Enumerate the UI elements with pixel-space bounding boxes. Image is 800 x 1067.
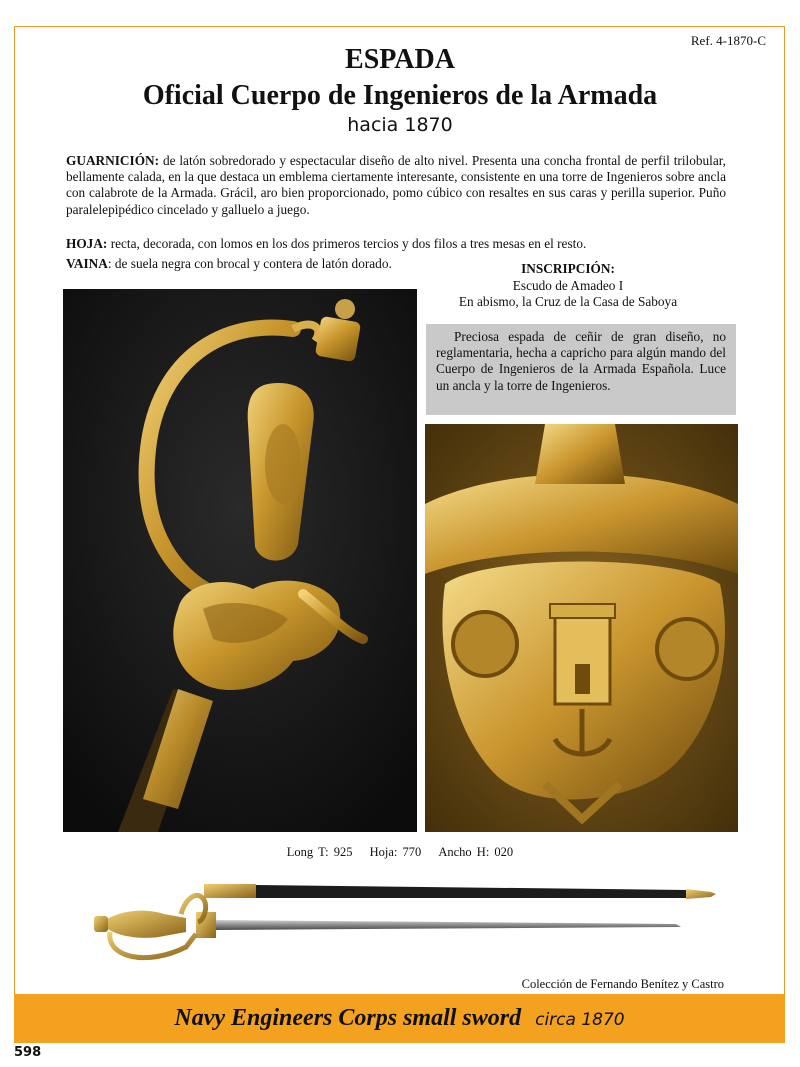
vaina-text: : de suela negra con brocal y contera de latón dorado.: [107, 256, 392, 271]
hilt-photo: [63, 289, 417, 832]
inscription-block: [420, 261, 716, 311]
note-box: Preciosa espada de ceñir de gran diseño, no reglamentaria, hecha a capricho para algún mando del Cuerpo de Ingenieros de la Armada Española. Luce un ancla y la torre de Ingenieros.: [426, 324, 736, 415]
english-title-banner: [14, 994, 785, 1043]
hoja-label: HOJA:: [66, 236, 108, 251]
sword-illustration: [86, 872, 736, 972]
page-title: ESPADA: [345, 44, 455, 75]
measurements: [0, 845, 800, 860]
hoja-text: recta, decorada, con lomos en los dos primeros tercios y dos filos a tres mesas en el resto.: [107, 236, 587, 251]
measure-blade: Hoja: 770: [369, 845, 422, 859]
hilt-illustration: [63, 289, 417, 832]
reference-number: Ref. 4-1870-C: [690, 33, 766, 48]
hoja-paragraph: [66, 236, 726, 252]
emblem-illustration: [425, 424, 738, 832]
vaina-label: VAINA: [66, 256, 108, 271]
measure-long: Long T: 925: [286, 845, 353, 859]
page-number: 598: [14, 1045, 42, 1060]
guarnicion-text: de latón sobredorado y espectacular diseño de alto nivel. Presenta una concha frontal de perfil trilobular, bellamente calada, en la que destaca un emblema ciertamente interesante, consistente en una torre de Ingenieros sobre ancla con calabrote de la Armada. Grácil, aro bien proporcionado, pomo cúbico con resaltes en sus caras y perilla superior. Puño paralelepipédico cincelado y galluelo a juego.: [66, 153, 726, 217]
inscription-heading: INSCRIPCIÓN:: [521, 261, 615, 276]
inscription-line-1: Escudo de Amadeo I: [512, 277, 624, 293]
guarnicion-paragraph: [66, 153, 726, 218]
inscription-line-2: En abismo, la Cruz de la Casa de Saboya: [458, 294, 678, 309]
english-title: Navy Engineers Corps small sword: [174, 1005, 522, 1031]
sword-full-view: [86, 872, 736, 972]
page-subtitle: Oficial Cuerpo de Ingenieros de la Armada: [142, 80, 658, 111]
collection-credit: Colección de Fernando Benítez y Castro: [521, 977, 724, 991]
date-line: hacia 1870: [347, 114, 453, 136]
english-circa: circa 1870: [535, 1010, 625, 1030]
emblem-closeup-photo: [425, 424, 738, 832]
measure-width: Ancho H: 020: [438, 845, 514, 859]
guarnicion-label: GUARNICIÓN:: [66, 153, 160, 168]
